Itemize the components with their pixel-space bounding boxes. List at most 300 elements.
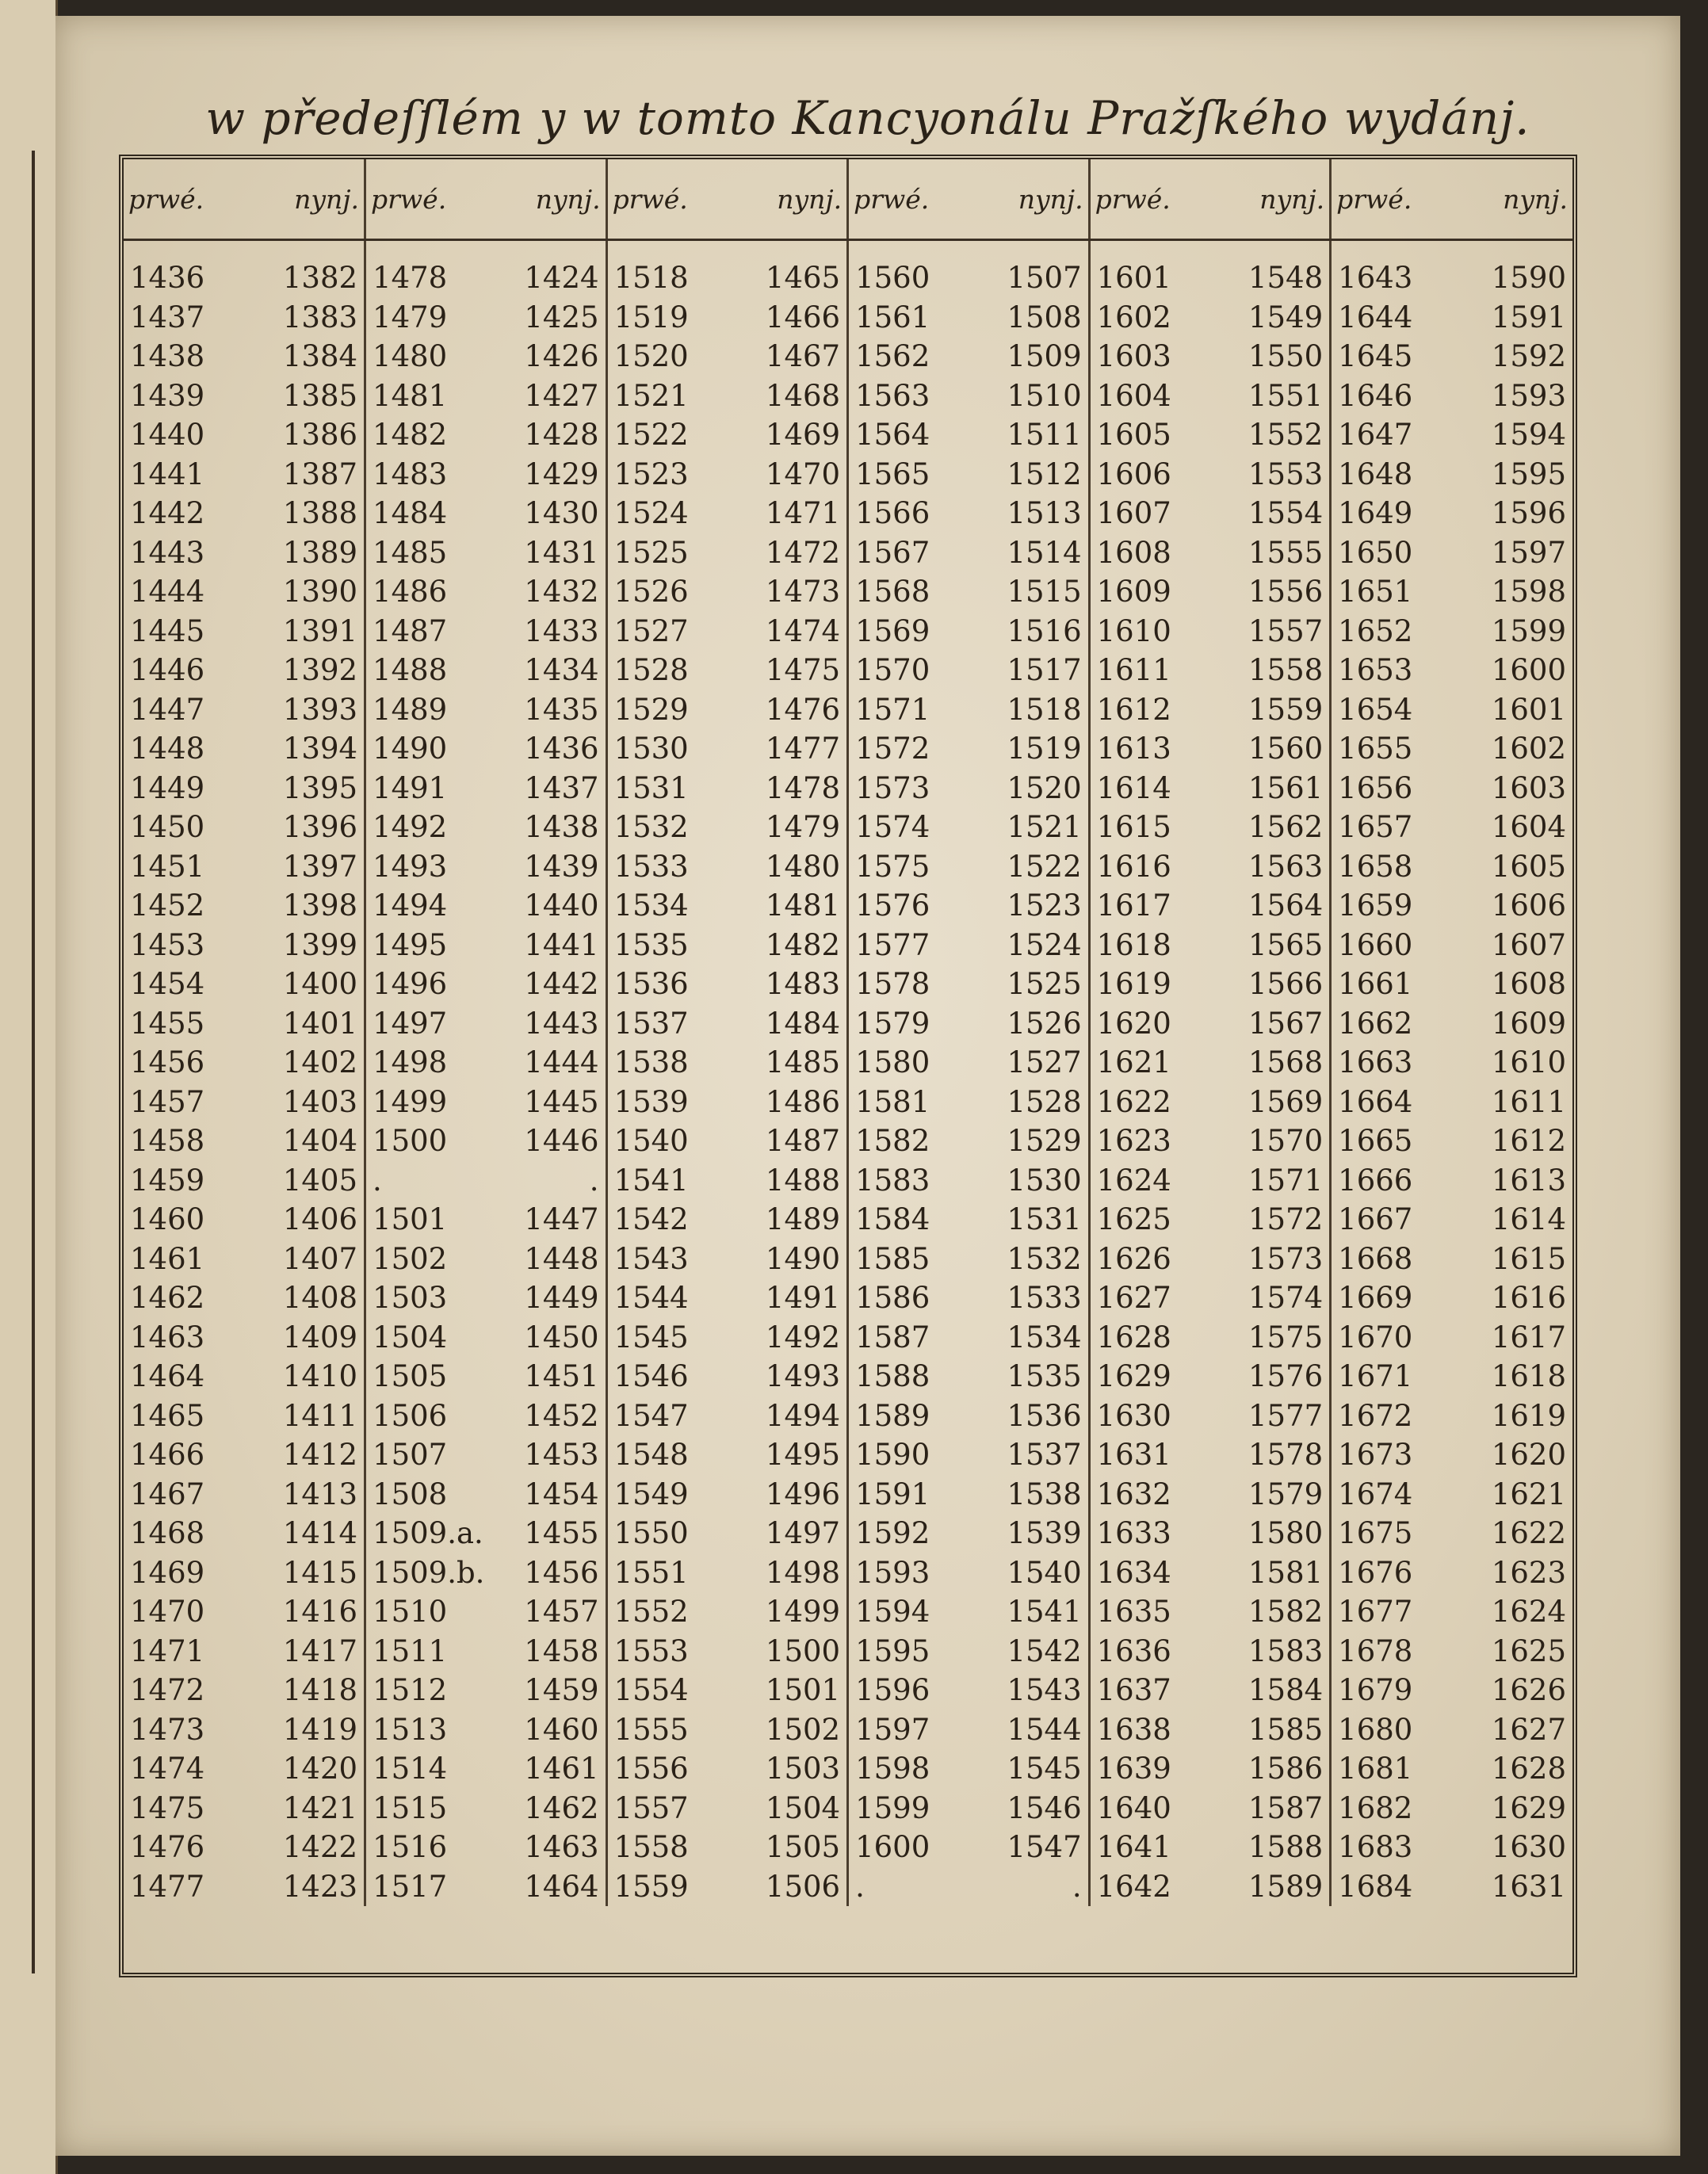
cell-nynj: 1483 — [727, 965, 847, 1004]
cell-nynj: 1442 — [486, 965, 606, 1004]
table-body — [124, 240, 1572, 1907]
table-row — [124, 1671, 1572, 1710]
cell-prwe: 1629 — [1096, 1359, 1171, 1394]
cell-nynj: 1574 — [1209, 1278, 1330, 1318]
cell-prwe: 1657 — [1338, 810, 1413, 845]
cell-prwe: 1463 — [130, 1320, 205, 1354]
cell-nynj: 1512 — [969, 455, 1089, 495]
cell-prwe: 1603 — [1096, 339, 1171, 374]
cell-prwe: 1465 — [130, 1398, 205, 1433]
cell-nynj: 1569 — [1209, 1083, 1330, 1122]
cell-prwe: 1608 — [1096, 535, 1171, 570]
cell-prwe: 1585 — [855, 1241, 930, 1276]
cell-nynj: 1389 — [244, 533, 365, 573]
cell-nynj: 1591 — [1491, 300, 1566, 334]
cell-prwe: 1495 — [373, 927, 448, 962]
cell-prwe: 1539 — [613, 1084, 689, 1119]
cell-prwe: 1624 — [1096, 1163, 1171, 1198]
cell-prwe: 1439 — [130, 378, 205, 413]
cell-prwe: 1670 — [1338, 1320, 1413, 1354]
cell-prwe: 1591 — [855, 1477, 930, 1511]
cell-prwe: 1597 — [855, 1712, 930, 1747]
cell-prwe: 1472 — [130, 1673, 205, 1708]
cell-nynj: 1424 — [486, 240, 606, 298]
cell-nynj: 1383 — [244, 298, 365, 338]
column-header-prwe: prwé. — [365, 159, 486, 240]
cell-nynj: 1384 — [244, 337, 365, 376]
cell-nynj: 1509 — [969, 337, 1089, 376]
cell-nynj: 1530 — [969, 1161, 1089, 1201]
table-row — [124, 769, 1572, 808]
cell-nynj: 1402 — [244, 1043, 365, 1083]
cell-nynj: 1457 — [486, 1592, 606, 1632]
cell-nynj: 1589 — [1209, 1867, 1330, 1907]
cell-prwe: 1640 — [1096, 1790, 1171, 1825]
cell-nynj: 1494 — [727, 1396, 847, 1436]
cell-prwe: 1549 — [613, 1477, 689, 1511]
cell-nynj: 1529 — [969, 1121, 1089, 1161]
cell-nynj: 1524 — [969, 926, 1089, 965]
cell-prwe: 1516 — [373, 1830, 448, 1865]
cell-prwe: 1557 — [613, 1790, 689, 1825]
cell-nynj: 1550 — [1209, 337, 1330, 376]
column-header-nynj: nynj. — [486, 159, 606, 240]
cell-nynj: 1631 — [1491, 1869, 1566, 1904]
cell-prwe: 1535 — [613, 927, 689, 962]
cell-prwe: 1582 — [855, 1124, 930, 1159]
cell-nynj: 1597 — [1491, 535, 1566, 570]
cell-nynj: 1430 — [486, 494, 606, 533]
cell-nynj: 1504 — [727, 1789, 847, 1828]
table-row — [124, 415, 1572, 455]
cell-nynj: 1404 — [244, 1121, 365, 1161]
cell-nynj: 1421 — [244, 1789, 365, 1828]
cell-prwe: 1491 — [373, 770, 448, 805]
cell-prwe: 1489 — [373, 692, 448, 727]
cell-nynj: 1623 — [1491, 1555, 1566, 1590]
cell-prwe: 1619 — [1096, 967, 1171, 1002]
cell-prwe: 1610 — [1096, 613, 1171, 648]
cell-nynj: 1588 — [1209, 1828, 1330, 1867]
table-row — [124, 926, 1572, 965]
cell-prwe: 1570 — [855, 653, 930, 688]
cell-nynj: 1460 — [486, 1710, 606, 1750]
cell-prwe: 1483 — [373, 457, 448, 491]
cell-prwe: 1684 — [1338, 1869, 1413, 1904]
cell-prwe: 1578 — [855, 967, 930, 1002]
concordance-table-frame — [119, 155, 1577, 1977]
cell-prwe: 1467 — [130, 1477, 205, 1511]
cell-prwe: 1475 — [130, 1790, 205, 1825]
table-row — [124, 1278, 1572, 1318]
cell-nynj: 1500 — [727, 1632, 847, 1672]
cell-nynj: 1495 — [727, 1435, 847, 1475]
cell-nynj: 1434 — [486, 651, 606, 690]
cell-nynj: 1459 — [486, 1671, 606, 1710]
cell-prwe: 1645 — [1338, 339, 1413, 374]
cell-prwe: 1592 — [855, 1516, 930, 1551]
cell-prwe: 1683 — [1338, 1830, 1413, 1865]
cell-nynj: 1472 — [727, 533, 847, 573]
cell-prwe: 1601 — [1096, 261, 1171, 296]
cell-nynj: 1593 — [1491, 378, 1566, 413]
cell-nynj: 1628 — [1491, 1752, 1566, 1786]
cell-nynj: 1438 — [486, 808, 606, 847]
cell-nynj: 1578 — [1209, 1435, 1330, 1475]
cell-prwe: 1517 — [373, 1869, 448, 1904]
cell-nynj: 1392 — [244, 651, 365, 690]
cell-nynj: 1563 — [1209, 847, 1330, 887]
cell-nynj: 1573 — [1209, 1240, 1330, 1279]
cell-prwe: 1523 — [613, 457, 689, 491]
cell-prwe: 1574 — [855, 810, 930, 845]
concordance-table — [124, 159, 1572, 1906]
cell-prwe: 1587 — [855, 1320, 930, 1354]
cell-nynj: 1630 — [1491, 1830, 1566, 1865]
cell-prwe: 1599 — [855, 1790, 930, 1825]
table-row — [124, 1083, 1572, 1122]
cell-prwe: 1636 — [1096, 1633, 1171, 1668]
cell-prwe: 1493 — [373, 849, 448, 884]
cell-nynj: 1477 — [727, 729, 847, 769]
cell-prwe: 1545 — [613, 1320, 689, 1354]
cell-nynj: 1562 — [1209, 808, 1330, 847]
cell-prwe: 1502 — [373, 1241, 448, 1276]
cell-prwe: 1633 — [1096, 1516, 1171, 1551]
cell-prwe: 1511 — [373, 1633, 448, 1668]
cell-prwe: 1451 — [130, 849, 205, 884]
cell-nynj: . — [969, 1867, 1089, 1907]
cell-nynj: 1531 — [969, 1200, 1089, 1240]
cell-prwe: 1473 — [130, 1712, 205, 1747]
cell-nynj: 1501 — [727, 1671, 847, 1710]
cell-nynj: 1611 — [1491, 1084, 1566, 1119]
table-row — [124, 1553, 1572, 1593]
cell-prwe: 1607 — [1096, 496, 1171, 531]
cell-prwe: 1513 — [373, 1712, 448, 1747]
cell-prwe: 1680 — [1338, 1712, 1413, 1747]
cell-nynj: 1498 — [727, 1553, 847, 1593]
cell-nynj: 1596 — [1491, 496, 1566, 531]
cell-prwe: 1454 — [130, 967, 205, 1002]
cell-nynj: 1608 — [1491, 967, 1566, 1002]
cell-prwe: 1552 — [613, 1595, 689, 1630]
cell-nynj: 1527 — [969, 1043, 1089, 1083]
cell-nynj: 1576 — [1209, 1357, 1330, 1396]
cell-prwe: 1559 — [613, 1869, 689, 1904]
cell-prwe: 1609 — [1096, 575, 1171, 609]
cell-nynj: 1609 — [1491, 1006, 1566, 1041]
table-row — [124, 1632, 1572, 1672]
cell-nynj: 1420 — [244, 1749, 365, 1789]
cell-prwe: 1514 — [373, 1752, 448, 1786]
cell-nynj: 1548 — [1209, 240, 1330, 298]
cell-nynj: 1448 — [486, 1240, 606, 1279]
cell-nynj: 1528 — [969, 1083, 1089, 1122]
cell-nynj: 1614 — [1491, 1202, 1566, 1237]
cell-prwe: 1569 — [855, 613, 930, 648]
cell-prwe: 1503 — [373, 1281, 448, 1316]
cell-nynj: 1516 — [969, 612, 1089, 651]
cell-nynj: 1387 — [244, 455, 365, 495]
cell-nynj: 1566 — [1209, 965, 1330, 1004]
cell-prwe: 1673 — [1338, 1438, 1413, 1473]
cell-nynj: 1577 — [1209, 1396, 1330, 1436]
cell-prwe: 1571 — [855, 692, 930, 727]
cell-prwe: 1436 — [130, 261, 205, 296]
cell-nynj: 1452 — [486, 1396, 606, 1436]
cell-prwe: . — [855, 1869, 865, 1904]
cell-prwe: 1594 — [855, 1595, 930, 1630]
cell-prwe: 1474 — [130, 1752, 205, 1786]
cell-nynj: 1445 — [486, 1083, 606, 1122]
cell-prwe: 1453 — [130, 927, 205, 962]
cell-prwe: 1661 — [1338, 967, 1413, 1002]
cell-prwe: 1573 — [855, 770, 930, 805]
cell-nynj: 1422 — [244, 1828, 365, 1867]
table-row — [124, 1867, 1572, 1907]
cell-nynj: 1594 — [1491, 418, 1566, 453]
cell-nynj: 1411 — [244, 1396, 365, 1436]
cell-nynj: 1456 — [486, 1553, 606, 1593]
cell-prwe: 1575 — [855, 849, 930, 884]
table-row — [124, 455, 1572, 495]
cell-nynj: 1540 — [969, 1553, 1089, 1593]
cell-prwe: 1625 — [1096, 1202, 1171, 1237]
cell-nynj: 1598 — [1491, 575, 1566, 609]
cell-nynj: 1511 — [969, 415, 1089, 455]
cell-nynj: 1629 — [1491, 1790, 1566, 1825]
cell-prwe: 1509.a. — [373, 1516, 483, 1551]
cell-nynj: 1599 — [1491, 613, 1566, 648]
cell-nynj: 1398 — [244, 886, 365, 926]
cell-nynj: 1388 — [244, 494, 365, 533]
cell-nynj: 1487 — [727, 1121, 847, 1161]
cell-prwe: 1562 — [855, 339, 930, 374]
cell-prwe: 1521 — [613, 378, 689, 413]
cell-prwe: 1648 — [1338, 457, 1413, 491]
cell-nynj: 1587 — [1209, 1789, 1330, 1828]
cell-nynj: 1621 — [1491, 1477, 1566, 1511]
table-row — [124, 808, 1572, 847]
cell-nynj: 1532 — [969, 1240, 1089, 1279]
cell-prwe: 1663 — [1338, 1045, 1413, 1080]
cell-prwe: 1547 — [613, 1398, 689, 1433]
cell-nynj: 1561 — [1209, 769, 1330, 808]
cell-nynj: 1590 — [1491, 261, 1566, 296]
cell-nynj: 1514 — [969, 533, 1089, 573]
cell-prwe: 1498 — [373, 1045, 448, 1080]
cell-prwe: 1583 — [855, 1163, 930, 1198]
table-row — [124, 1592, 1572, 1632]
cell-nynj: 1521 — [969, 808, 1089, 847]
cell-prwe: 1669 — [1338, 1281, 1413, 1316]
cell-prwe: 1450 — [130, 810, 205, 845]
cell-prwe: 1499 — [373, 1084, 448, 1119]
cell-nynj: 1425 — [486, 298, 606, 338]
cell-nynj: 1556 — [1209, 572, 1330, 612]
cell-prwe: 1477 — [130, 1869, 205, 1904]
cell-prwe: 1641 — [1096, 1830, 1171, 1865]
cell-nynj: 1382 — [244, 240, 365, 298]
cell-nynj: 1485 — [727, 1043, 847, 1083]
cell-nynj: 1426 — [486, 337, 606, 376]
cell-nynj: 1526 — [969, 1004, 1089, 1044]
cell-nynj: 1476 — [727, 690, 847, 730]
cell-nynj: 1413 — [244, 1475, 365, 1515]
cell-prwe: 1614 — [1096, 770, 1171, 805]
cell-prwe: 1630 — [1096, 1398, 1171, 1433]
cell-nynj: 1410 — [244, 1357, 365, 1396]
table-row — [124, 1357, 1572, 1396]
table-row — [124, 494, 1572, 533]
cell-prwe: 1482 — [373, 418, 448, 453]
cell-prwe: 1662 — [1338, 1006, 1413, 1041]
cell-prwe: 1600 — [855, 1830, 930, 1865]
cell-prwe: 1602 — [1096, 300, 1171, 334]
column-header-prwe: prwé. — [1089, 159, 1209, 240]
cell-prwe: 1444 — [130, 575, 205, 609]
cell-prwe: 1500 — [373, 1124, 448, 1159]
cell-nynj: 1534 — [969, 1318, 1089, 1358]
cell-nynj: 1505 — [727, 1828, 847, 1867]
cell-prwe: 1584 — [855, 1202, 930, 1237]
cell-nynj: 1403 — [244, 1083, 365, 1122]
cell-prwe: 1586 — [855, 1281, 930, 1316]
cell-nynj: 1517 — [969, 651, 1089, 690]
cell-prwe: 1665 — [1338, 1124, 1413, 1159]
cell-nynj: 1600 — [1491, 653, 1566, 688]
cell-prwe: 1551 — [613, 1555, 689, 1590]
table-row — [124, 1475, 1572, 1515]
cell-nynj: 1447 — [486, 1200, 606, 1240]
cell-prwe: 1659 — [1338, 888, 1413, 923]
cell-prwe: 1617 — [1096, 888, 1171, 923]
cell-prwe: 1655 — [1338, 732, 1413, 766]
cell-prwe: 1505 — [373, 1359, 448, 1394]
cell-nynj: 1543 — [969, 1671, 1089, 1710]
cell-nynj: 1612 — [1491, 1124, 1566, 1159]
table-row — [124, 376, 1572, 416]
table-row — [124, 1749, 1572, 1789]
cell-nynj: 1565 — [1209, 926, 1330, 965]
cell-prwe: 1449 — [130, 770, 205, 805]
cell-nynj: 1499 — [727, 1592, 847, 1632]
cell-nynj: 1507 — [969, 240, 1089, 298]
cell-prwe: 1558 — [613, 1830, 689, 1865]
cell-nynj: 1433 — [486, 612, 606, 651]
table-row — [124, 1789, 1572, 1828]
cell-prwe: 1618 — [1096, 927, 1171, 962]
cell-nynj: 1606 — [1491, 888, 1566, 923]
cell-nynj: 1481 — [727, 886, 847, 926]
cell-prwe: 1530 — [613, 732, 689, 766]
cell-nynj: 1520 — [969, 769, 1089, 808]
cell-prwe: 1635 — [1096, 1595, 1171, 1630]
cell-prwe: 1507 — [373, 1438, 448, 1473]
table-row — [124, 1043, 1572, 1083]
table-row — [124, 729, 1572, 769]
cell-prwe: 1457 — [130, 1084, 205, 1119]
cell-prwe: 1510 — [373, 1595, 448, 1630]
cell-nynj: 1582 — [1209, 1592, 1330, 1632]
cell-prwe: 1556 — [613, 1752, 689, 1786]
cell-prwe: 1531 — [613, 770, 689, 805]
cell-prwe: 1580 — [855, 1045, 930, 1080]
cell-prwe: 1653 — [1338, 653, 1413, 688]
cell-nynj: 1473 — [727, 572, 847, 612]
cell-nynj: 1449 — [486, 1278, 606, 1318]
cell-nynj: 1545 — [969, 1749, 1089, 1789]
cell-prwe: 1647 — [1338, 418, 1413, 453]
table-row — [124, 1121, 1572, 1161]
cell-prwe: 1682 — [1338, 1790, 1413, 1825]
cell-nynj: 1551 — [1209, 376, 1330, 416]
cell-nynj: 1474 — [727, 612, 847, 651]
table-row — [124, 612, 1572, 651]
cell-nynj: 1405 — [244, 1161, 365, 1201]
cell-prwe: 1677 — [1338, 1595, 1413, 1630]
cell-prwe: 1620 — [1096, 1006, 1171, 1041]
cell-nynj: 1619 — [1491, 1398, 1566, 1433]
cell-prwe: 1627 — [1096, 1281, 1171, 1316]
cell-nynj: 1427 — [486, 376, 606, 416]
table-row — [124, 690, 1572, 730]
table-row — [124, 1240, 1572, 1279]
cell-nynj: 1567 — [1209, 1004, 1330, 1044]
cell-nynj: 1510 — [969, 376, 1089, 416]
cell-prwe: 1660 — [1338, 927, 1413, 962]
cell-nynj: 1451 — [486, 1357, 606, 1396]
cell-prwe: 1667 — [1338, 1202, 1413, 1237]
cell-nynj: 1395 — [244, 769, 365, 808]
cell-nynj: 1399 — [244, 926, 365, 965]
cell-prwe: 1437 — [130, 300, 205, 334]
cell-prwe: 1644 — [1338, 300, 1413, 334]
cell-nynj: 1484 — [727, 1004, 847, 1044]
cell-nynj: 1486 — [727, 1083, 847, 1122]
table-row — [124, 1396, 1572, 1436]
cell-prwe: 1588 — [855, 1359, 930, 1394]
cell-nynj: 1493 — [727, 1357, 847, 1396]
cell-prwe: 1561 — [855, 300, 930, 334]
cell-prwe: 1668 — [1338, 1241, 1413, 1276]
cell-prwe: 1468 — [130, 1516, 205, 1551]
cell-nynj: 1391 — [244, 612, 365, 651]
cell-nynj: 1401 — [244, 1004, 365, 1044]
cell-prwe: 1452 — [130, 888, 205, 923]
table-row — [124, 533, 1572, 573]
cell-prwe: 1518 — [613, 261, 689, 296]
cell-nynj: 1396 — [244, 808, 365, 847]
cell-nynj: 1497 — [727, 1514, 847, 1553]
column-header-nynj: nynj. — [1451, 159, 1572, 240]
cell-prwe: 1497 — [373, 1006, 448, 1041]
cell-nynj: 1620 — [1491, 1438, 1566, 1473]
cell-nynj: 1580 — [1209, 1514, 1330, 1553]
cell-nynj: 1568 — [1209, 1043, 1330, 1083]
cell-prwe: 1519 — [613, 300, 689, 334]
cell-prwe: 1671 — [1338, 1359, 1413, 1394]
cell-prwe: 1626 — [1096, 1241, 1171, 1276]
cell-nynj: 1463 — [486, 1828, 606, 1867]
cell-prwe: 1534 — [613, 888, 689, 923]
cell-nynj: 1478 — [727, 769, 847, 808]
cell-nynj: 1407 — [244, 1240, 365, 1279]
cell-prwe: 1611 — [1096, 653, 1171, 688]
cell-nynj: 1435 — [486, 690, 606, 730]
cell-nynj: 1437 — [486, 769, 606, 808]
